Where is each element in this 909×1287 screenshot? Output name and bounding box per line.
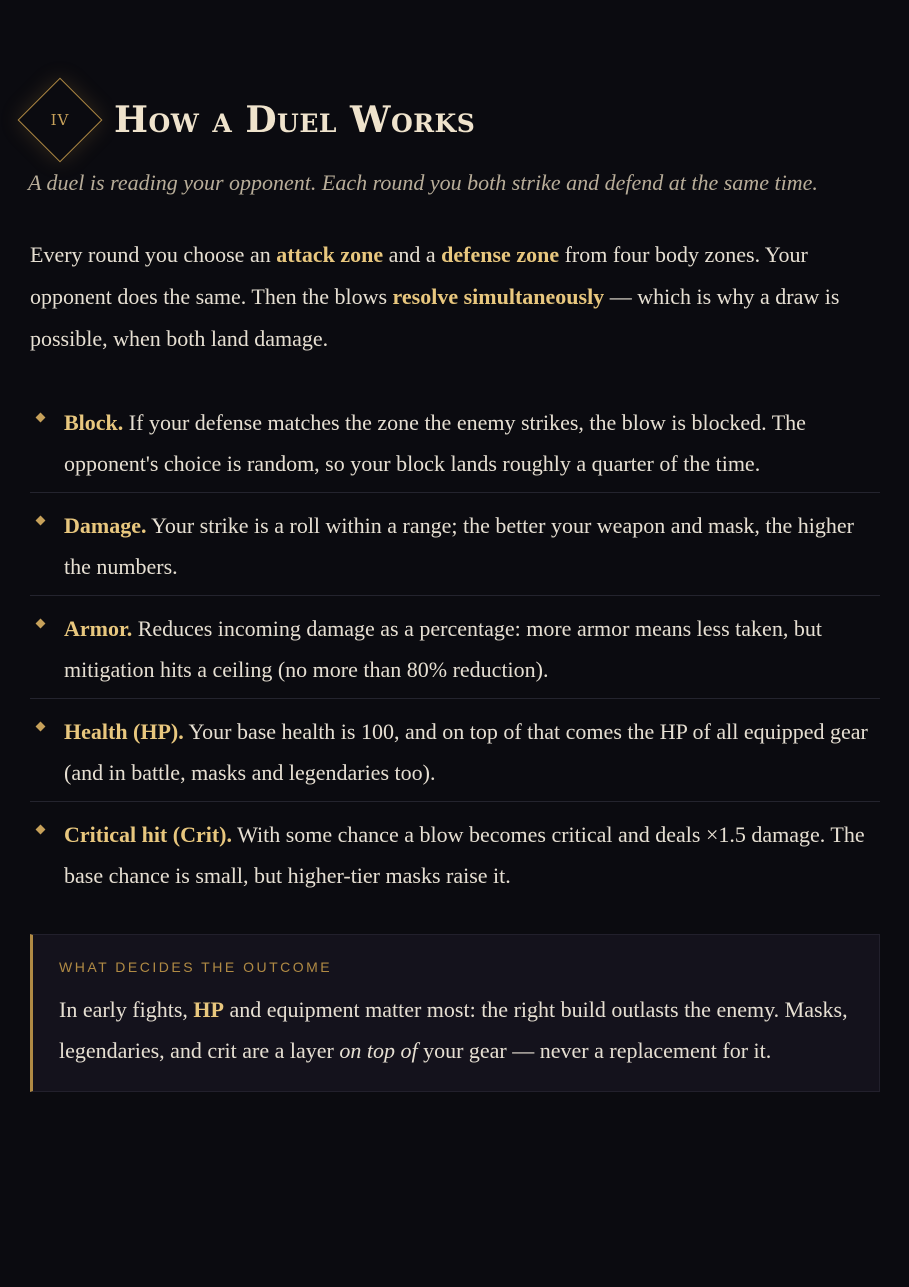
callout-emphasis: on top of — [339, 1038, 418, 1063]
section-header — [18, 78, 880, 162]
diamond-bullet-icon — [36, 516, 46, 526]
callout-highlight-hp: HP — [193, 997, 224, 1022]
outcome-callout — [30, 934, 880, 1092]
section-title: How a Duel Works — [114, 99, 476, 141]
rule-title: Critical hit (Crit). — [64, 822, 232, 847]
rule-item-damage — [30, 493, 880, 596]
diamond-bullet-icon — [36, 722, 46, 732]
intro-highlight-defense-zone: defense zone — [441, 242, 560, 267]
duel-guide-section — [30, 78, 880, 1092]
rule-title: Damage. — [64, 513, 147, 538]
rule-title: Health (HP). — [64, 719, 184, 744]
callout-text-2: and equipment matter most: the right build outlasts the enemy. Masks, legendaries, and crit are a layer — [59, 997, 848, 1063]
rule-title: Block. — [64, 410, 124, 435]
callout-body — [59, 989, 859, 1071]
rule-text: With some chance a blow becomes critical and deals ×1.5 damage. The base chance is small, but higher-tier masks raise it. — [64, 822, 865, 888]
diamond-bullet-icon — [36, 413, 46, 423]
section-subtitle: A duel is reading your opponent. Each round you both strike and defend at the same time. — [28, 170, 818, 195]
rules-list — [30, 390, 880, 904]
rule-text: Reduces incoming damage as a percentage: more armor means less taken, but mitigation hits a ceiling (no more than 80% reduction). — [64, 616, 822, 682]
rule-item-block — [30, 390, 880, 493]
intro-paragraph — [30, 234, 880, 360]
rule-text: If your defense matches the zone the enemy strikes, the blow is blocked. The opponent's choice is random, so your block lands roughly a quarter of the time. — [64, 410, 806, 476]
intro-text-2: and a — [383, 242, 442, 267]
rule-text: Your base health is 100, and on top of that comes the HP of all equipped gear (and in battle, masks and legendaries too). — [64, 719, 868, 785]
section-numeral: IV — [50, 111, 70, 129]
callout-text-1: In early fights, — [59, 997, 194, 1022]
rule-title: Armor. — [64, 616, 133, 641]
rule-item-critical-hit — [30, 802, 880, 904]
intro-text-4: — which is why a draw is possible, when both land damage. — [30, 284, 840, 351]
diamond-bullet-icon — [36, 619, 46, 629]
rule-text: Your strike is a roll within a range; the better your weapon and mask, the higher the numbers. — [64, 513, 854, 579]
diamond-bullet-icon — [36, 825, 46, 835]
intro-highlight-simultaneous: resolve simultaneously — [392, 284, 605, 309]
intro-highlight-attack-zone: attack zone — [276, 242, 384, 267]
intro-text-3: from four body zones. Your opponent does the same. Then the blows — [30, 242, 808, 309]
callout-text-3: your gear — never a replacement for it. — [417, 1038, 772, 1063]
intro-text-1: Every round you choose an — [30, 242, 277, 267]
section-numeral-badge — [18, 78, 102, 162]
rule-item-health — [30, 699, 880, 802]
callout-heading: WHAT DECIDES THE OUTCOME — [59, 959, 333, 975]
rule-item-armor — [30, 596, 880, 699]
